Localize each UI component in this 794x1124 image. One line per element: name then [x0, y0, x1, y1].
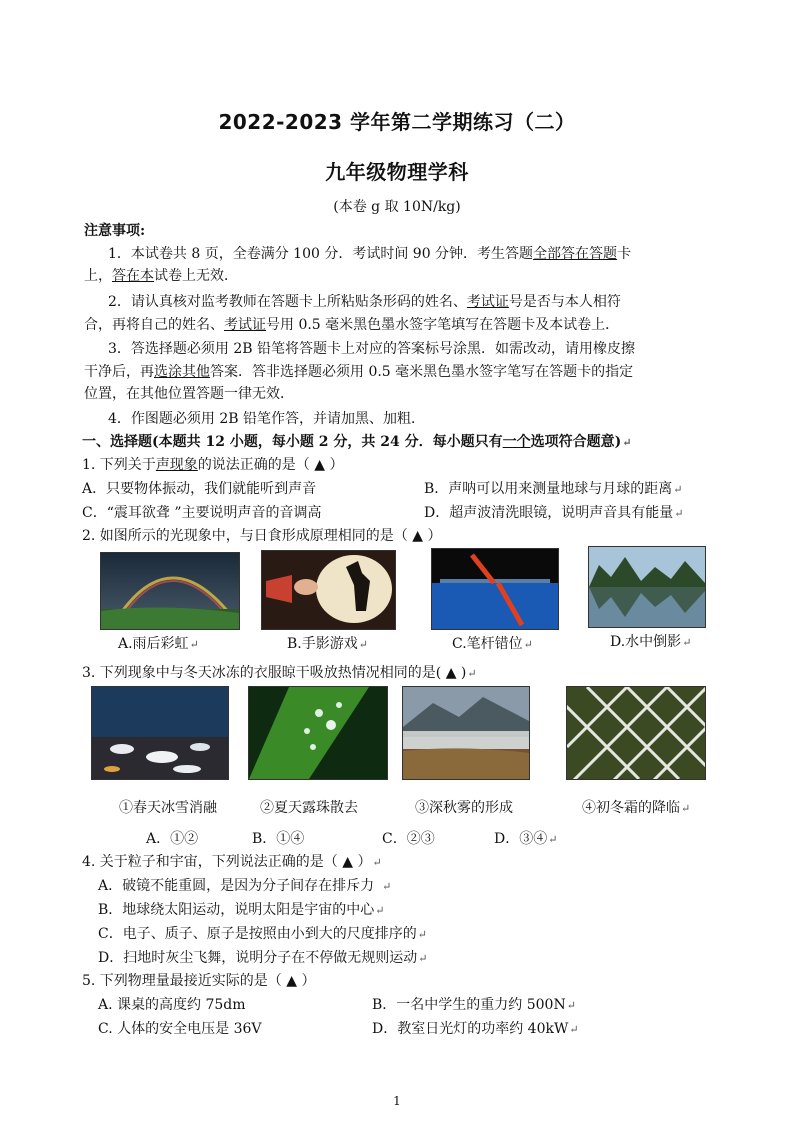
q3-option-d: D．③④↵: [494, 831, 558, 847]
q2-caption-c: C.笔杆错位↵: [452, 636, 533, 652]
q3-caption-2: ②夏天露珠散去: [260, 800, 358, 816]
exam-subject: 九年级物理学科: [325, 160, 469, 184]
notice-item-4: 4．作图题必须用 2B 铅笔作答，并请加黑、加粗．: [108, 411, 426, 427]
notice-item-3-cont2: 位置，在其他位置答题一律无效．: [84, 386, 294, 402]
q1-stem: 1. 下列关于声现象的说法正确的是（ ▲ ）: [82, 457, 344, 473]
dew-drops-photo: [248, 686, 388, 780]
q1-option-c: C．“震耳欲聋 ”主要说明声音的音调高: [82, 505, 322, 521]
q1-option-a: A．只要物体振动，我们就能听到声音: [82, 481, 317, 497]
frost-fence-photo: [566, 686, 706, 780]
q5-option-d: D．教室日光灯的功率约 40kW↵: [372, 1021, 579, 1037]
water-reflection-photo: [588, 546, 706, 628]
rainbow-photo: [100, 552, 240, 630]
q5-stem: 5. 下列物理量最接近实际的是（ ▲ ）: [82, 973, 316, 989]
q3-caption-3: ③深秋雾的形成: [415, 800, 513, 816]
q5-option-c: C. 人体的安全电压是 36V: [98, 1021, 262, 1037]
exam-title: 2022-2023 学年第二学期练习（二）: [218, 110, 576, 134]
notice-item-3-cont: 干净后，再选涂其他答案．答非选择题必须用 0.5 毫米黑色墨水签字笔写在答题卡的指定: [84, 364, 634, 380]
q3-option-b: B．①④: [252, 831, 305, 847]
autumn-fog-photo: [402, 686, 530, 780]
q2-caption-b: B.手影游戏↵: [287, 636, 368, 652]
melting-ice-photo: [91, 686, 229, 780]
q3-caption-4: ④初冬霜的降临↵: [582, 800, 691, 816]
q4-stem: 4. 关于粒子和宇宙，下列说法正确的是（ ▲ ）↵: [82, 854, 382, 870]
q4-option-d: D．扫地时灰尘飞舞，说明分子在不停做无规则运动↵: [98, 950, 428, 966]
page-number: 1: [393, 1094, 401, 1108]
notice-item-2: 2．请认真核对监考教师在答题卡上所粘贴条形码的姓名、考试证号是否与本人相符: [108, 294, 621, 310]
q2-caption-a: A.雨后彩虹↵: [118, 636, 199, 652]
pencil-in-water-photo: [431, 548, 559, 630]
notice-item-1-cont: 上，答在本试卷上无效．: [84, 268, 238, 284]
q3-stem: 3. 下列现象中与冬天冰冻的衣服晾干吸放热情况相同的是( ▲ )↵: [82, 665, 477, 681]
q3-caption-1: ①春天冰雪消融: [119, 800, 217, 816]
hand-shadow-photo: [261, 550, 396, 630]
q3-option-c: C．②③: [382, 831, 435, 847]
exam-note: (本卷 g 取 10N/kg): [333, 199, 461, 215]
notice-item-3: 3．答选择题必须用 2B 铅笔将答题卡上对应的答案标号涂黑．如需改动，请用橡皮擦: [108, 341, 636, 357]
q4-option-c: C．电子、质子、原子是按照由小到大的尺度排序的↵: [98, 926, 427, 942]
q2-caption-d: D.水中倒影↵: [610, 634, 692, 650]
notice-heading: 注意事项:: [84, 223, 146, 239]
section1-heading: 一、选择题(本题共 12 小题，每小题 2 分，共 24 分．每小题只有一个选项符合题意)↵: [82, 434, 632, 450]
notice-item-1: 1．本试卷共 8 页，全卷满分 100 分．考试时间 90 分钟．考生答题全部答在答题卡: [108, 246, 632, 262]
q2-stem: 2. 如图所示的光现象中，与日食形成原理相同的是（ ▲ ）: [82, 528, 442, 544]
q1-option-d: D．超声波清洗眼镜，说明声音具有能量↵: [424, 505, 684, 521]
q1-option-b: B．声呐可以用来测量地球与月球的距离↵: [424, 481, 683, 497]
notice-item-2-cont: 合，再将自己的姓名、考试证号用 0.5 毫米黑色墨水签字笔填写在答题卡及本试卷上．: [84, 317, 620, 333]
q5-option-a: A. 课桌的高度约 75dm: [98, 997, 246, 1013]
q3-option-a: A．①②: [146, 831, 199, 847]
q4-option-b: B．地球绕太阳运动，说明太阳是宇宙的中心↵: [98, 902, 385, 918]
q4-option-a: A．破镜不能重圆，是因为分子间存在排斥力 ↵: [98, 878, 392, 894]
q5-option-b: B．一名中学生的重力约 500N↵: [372, 997, 576, 1013]
